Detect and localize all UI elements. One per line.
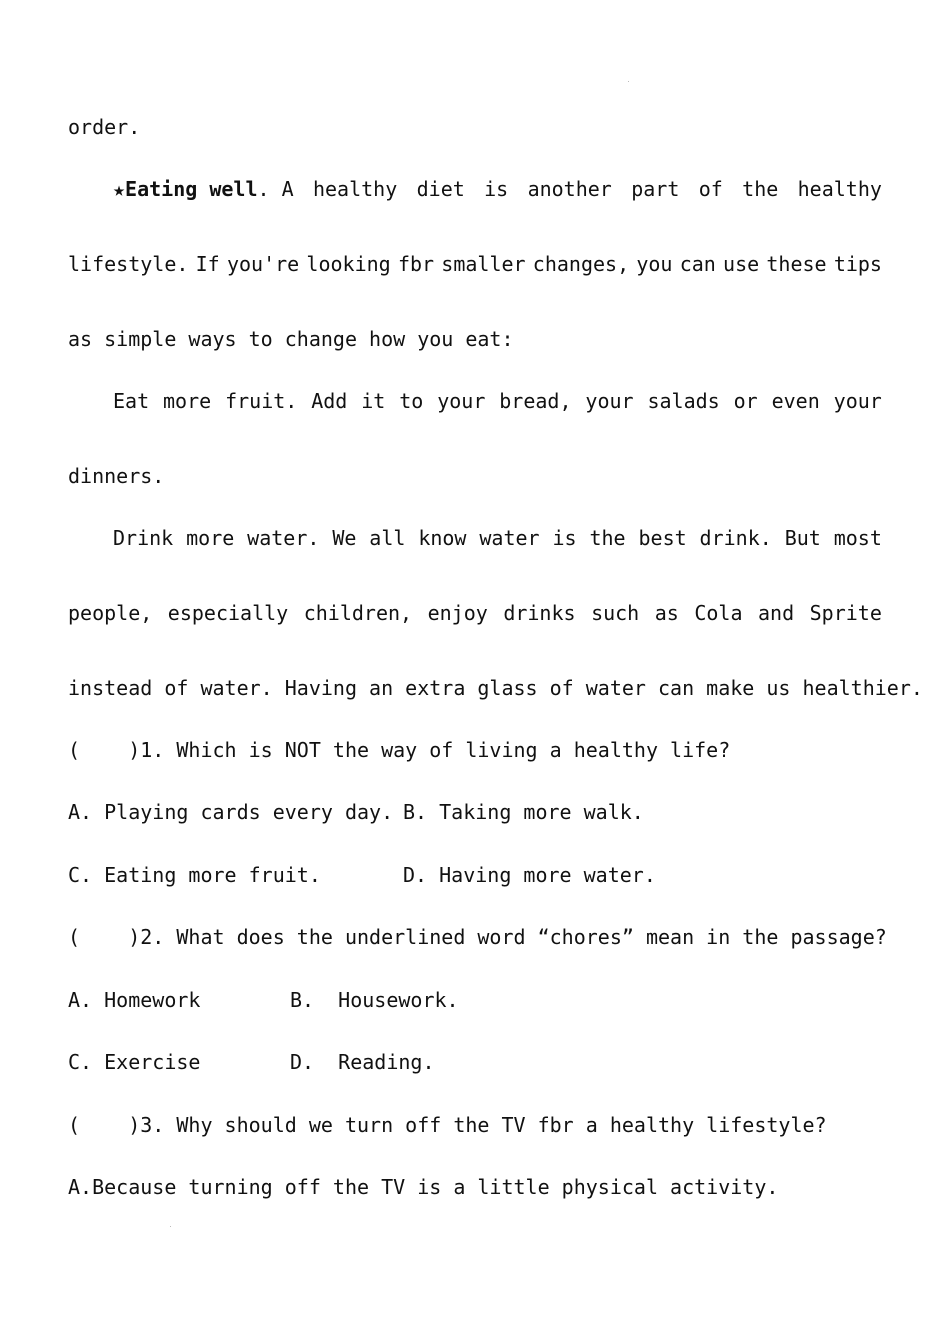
eating-heading-line: ★Eating well. A healthy diet is another part of the healthy <box>113 177 882 201</box>
q2-option-d: D. Reading. <box>290 1050 435 1074</box>
q3-option-a: A.Because turning off the TV is a little physical activity. <box>68 1175 779 1199</box>
water-line-3: instead of water. Having an extra glass of water can make us healthier. <box>68 676 923 700</box>
eating-heading: Eating well <box>125 177 258 201</box>
question-2-stem: ( )2. What does the underlined word “chores” mean in the passage? <box>68 925 887 949</box>
eating-line-3: as simple ways to change how you eat: <box>68 327 514 351</box>
question-1-options-cd <box>68 863 656 887</box>
q1-option-b: B. Taking more walk. <box>403 800 644 824</box>
water-line-2: people, especially children, enjoy drinks such as Cola and Sprite <box>68 601 882 625</box>
fruit-line-2: dinners. <box>68 464 165 488</box>
eating-line-2: lifestyle. If you're looking fbr smaller changes, you can use these tips <box>68 252 882 276</box>
q1-option-d: D. Having more water. <box>403 863 656 887</box>
q2-option-a: A. Homework <box>68 988 201 1012</box>
question-2-options-ab <box>68 988 459 1012</box>
passage-line-order: order. <box>68 115 141 139</box>
speck <box>628 81 629 82</box>
question-3-stem: ( )3. Why should we turn off the TV fbr a healthy lifestyle? <box>68 1113 827 1137</box>
fruit-line-1: Eat more fruit. Add it to your bread, your salads or even your <box>113 389 882 413</box>
question-1-stem: ( )1. Which is NOT the way of living a healthy life? <box>68 738 731 762</box>
q1-option-c: C. Eating more fruit. <box>68 863 321 887</box>
q2-option-b: B. Housework. <box>290 988 459 1012</box>
question-2-options-cd <box>68 1050 435 1074</box>
star-icon: ★ <box>113 177 126 201</box>
water-line-1: Drink more water. We all know water is the best drink. But most <box>113 526 882 550</box>
q2-option-c: C. Exercise <box>68 1050 201 1074</box>
question-1-options-ab <box>68 800 644 824</box>
q1-option-a: A. Playing cards every day. <box>68 800 394 824</box>
speck <box>170 1226 171 1227</box>
